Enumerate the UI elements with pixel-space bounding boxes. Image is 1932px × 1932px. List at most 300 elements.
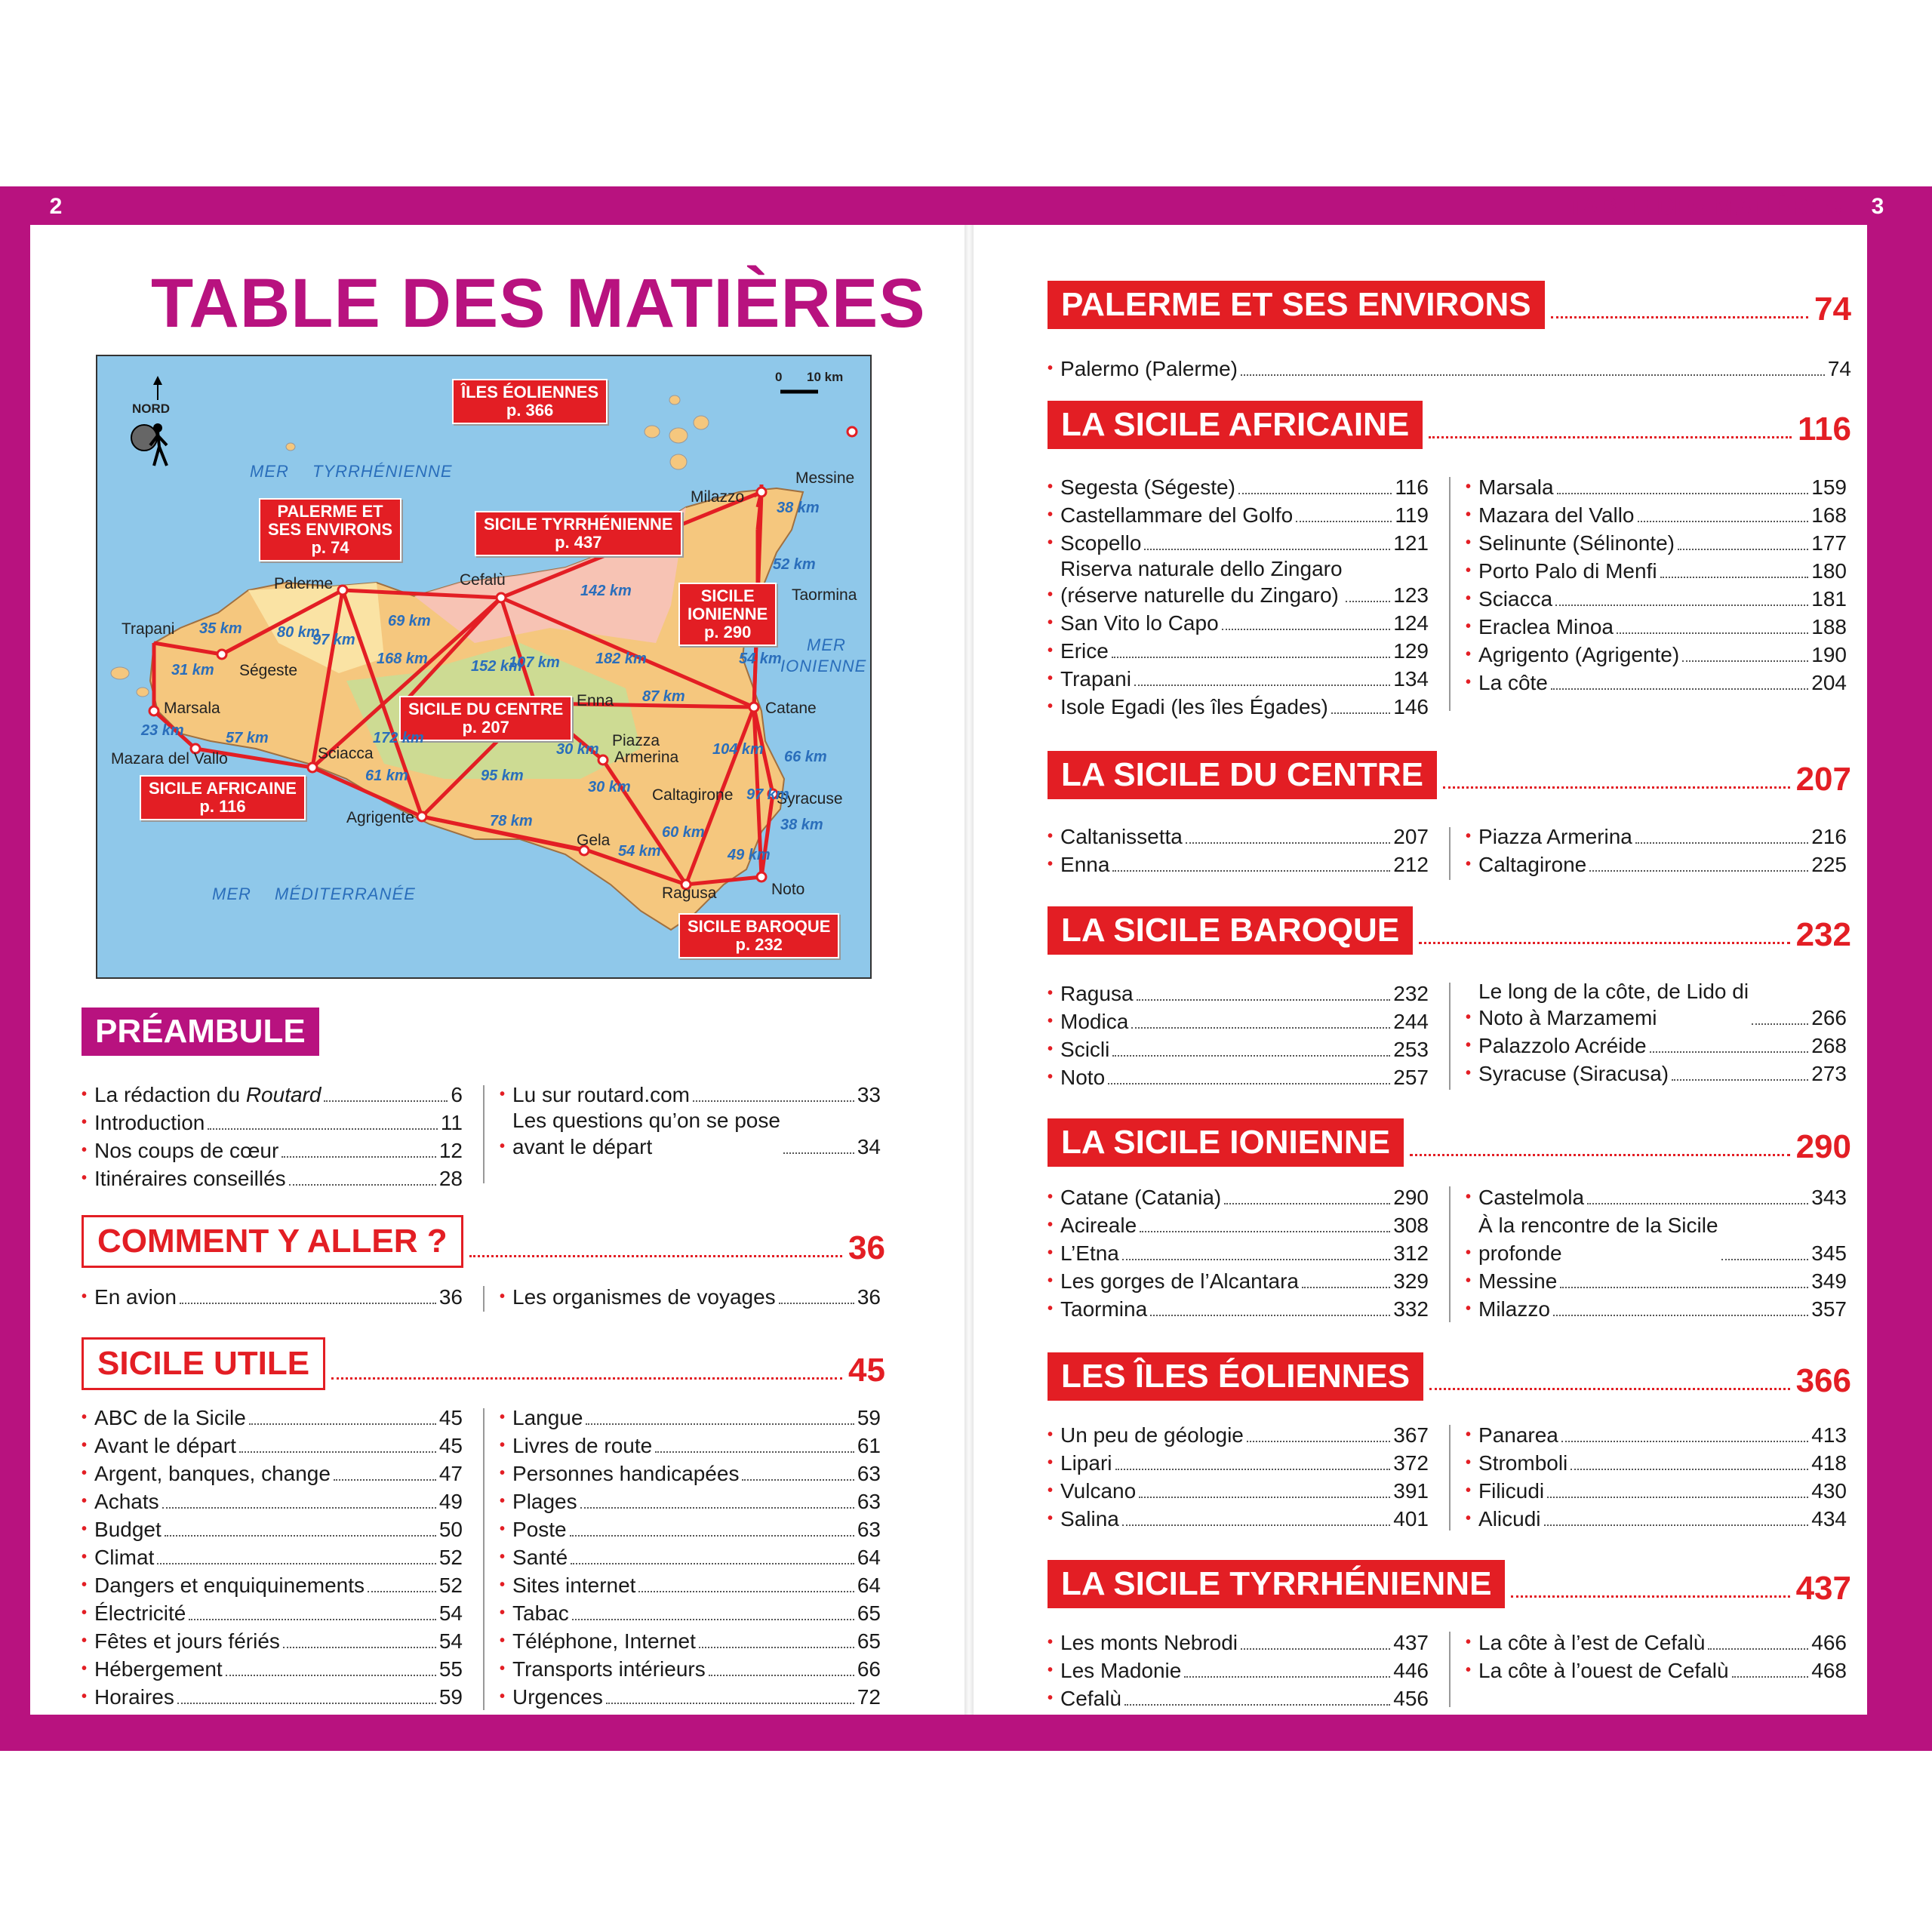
entry-title: Personnes handicapées	[512, 1462, 740, 1485]
entry-title: Cefalù	[1060, 1687, 1121, 1710]
dot-leader	[334, 1479, 436, 1481]
toc-entry[interactable]: • À la rencontre de la Sicile profonde 345	[1466, 1211, 1847, 1267]
section-tyrrhenienne[interactable]	[1048, 1560, 1851, 1608]
toc-entry[interactable]: • Le long de la côte, de Lido di Noto à Marzamemi 266	[1466, 980, 1847, 1032]
toc-entry[interactable]	[1048, 1211, 1429, 1239]
distance-label: 38 km	[780, 817, 823, 833]
toc-entry[interactable]	[82, 1543, 463, 1571]
bullet: •	[82, 1465, 88, 1481]
town-label: Sciacca	[318, 745, 374, 762]
region-label-eoliennes[interactable]	[452, 379, 608, 424]
toc-entry[interactable]: • Milazzo 357	[1466, 1295, 1847, 1323]
bullet: •	[1048, 534, 1054, 551]
entry-title: Hébergement	[94, 1657, 223, 1681]
toc-entry[interactable]	[1048, 1629, 1429, 1657]
section-page: 232	[1795, 916, 1851, 953]
region-name: SICILE TYRRHÉNIENNE	[484, 515, 673, 534]
dot-leader	[693, 1100, 854, 1102]
entry-page: 468	[1811, 1659, 1847, 1682]
bullet: •	[1048, 506, 1054, 523]
region-page: p. 232	[735, 935, 783, 954]
toc-entry[interactable]	[1466, 669, 1847, 697]
bullet: •	[82, 1142, 88, 1158]
island-shape	[645, 426, 660, 438]
toc-entry[interactable]: • Les questions qu’on se pose avant le départ 34	[500, 1109, 881, 1161]
toc-entry[interactable]	[1048, 1421, 1429, 1449]
dot-leader	[580, 1507, 854, 1509]
toc-entry[interactable]: • Isole Egadi (les îles Égades) 146	[1048, 693, 1429, 721]
section-centre[interactable]	[1048, 751, 1851, 799]
sea-label: MER	[807, 635, 846, 654]
centre-col1	[1048, 823, 1429, 878]
bullet: •	[500, 1632, 506, 1649]
preambule-col1	[82, 1081, 463, 1192]
entry-page: 65	[857, 1601, 881, 1625]
toc-entry[interactable]: • Scopello 121	[1048, 529, 1429, 557]
bullet: •	[500, 1549, 506, 1565]
toc-entry[interactable]	[1048, 980, 1429, 1008]
toc-entry[interactable]	[1466, 823, 1847, 851]
toc-entry[interactable]	[1466, 473, 1847, 501]
entry-title: Mazara del Vallo	[1478, 503, 1635, 527]
dot-leader	[208, 1128, 438, 1130]
toc-entry[interactable]: • Introduction 11	[82, 1109, 463, 1137]
town-dot	[338, 586, 347, 595]
toc-entry[interactable]	[1048, 1657, 1429, 1684]
entry-page: 437	[1393, 1631, 1429, 1654]
town-label: Piazza	[612, 732, 660, 749]
bullet: •	[1048, 614, 1054, 631]
town-dot	[217, 650, 226, 659]
region-label-baroque[interactable]	[678, 913, 839, 958]
section-title: LA SICILE BAROQUE	[1048, 906, 1413, 955]
bullet: •	[1466, 1510, 1472, 1527]
toc-entry[interactable]: • Palazzolo Acréide 268	[1466, 1032, 1847, 1060]
bullet: •	[1466, 562, 1472, 579]
bullet: •	[1466, 674, 1472, 691]
toc-entry[interactable]: • Messine 349	[1466, 1267, 1847, 1295]
dot-leader	[1560, 1287, 1808, 1288]
entry-title: Les monts Nebrodi	[1060, 1631, 1238, 1654]
town-label: Ségeste	[239, 662, 298, 679]
entry-title: Panarea	[1478, 1423, 1558, 1447]
bullet: •	[1048, 1272, 1054, 1289]
entry-title: Vulcano	[1060, 1479, 1137, 1503]
toc-entry[interactable]: • Itinéraires conseillés 28	[82, 1164, 463, 1192]
entry-page: 59	[857, 1406, 881, 1429]
bullet: •	[1048, 828, 1054, 844]
dot-leader	[570, 1535, 854, 1537]
dot-leader	[162, 1507, 436, 1509]
bullet: •	[1466, 1426, 1472, 1443]
toc-entry[interactable]: • Palermo (Palerme) 74	[1048, 355, 1851, 383]
section-title: SICILE UTILE	[82, 1337, 325, 1390]
toc-entry[interactable]	[82, 1655, 463, 1683]
sea-label: MÉDITERRANÉE	[275, 884, 416, 903]
sea-label: IONIENNE	[780, 657, 867, 675]
toc-entry[interactable]	[1048, 1063, 1429, 1091]
column-divider	[1449, 1425, 1451, 1531]
dot-leader	[1241, 1648, 1390, 1650]
region-page: p. 74	[311, 538, 349, 557]
distance-label: 30 km	[556, 741, 599, 758]
entry-page: 225	[1811, 853, 1847, 876]
region-label-tyrrhenienne[interactable]	[475, 511, 682, 556]
town-dot	[749, 703, 758, 712]
section-ionienne[interactable]	[1048, 1118, 1851, 1167]
entry-title: Alicudi	[1478, 1507, 1541, 1531]
dot-leader	[1108, 1083, 1390, 1084]
dot-leader	[1140, 1231, 1390, 1232]
entry-page: 212	[1393, 853, 1429, 876]
toc-entry[interactable]: • Trapani 134	[1048, 665, 1429, 693]
tyrrhenienne-col1	[1048, 1629, 1429, 1712]
town-dot	[417, 812, 426, 821]
entry-title: Plages	[512, 1490, 577, 1513]
toc-entry[interactable]	[82, 1515, 463, 1543]
toc-entry[interactable]	[500, 1543, 881, 1571]
dot-leader	[1331, 712, 1390, 714]
toc-entry[interactable]	[1466, 1629, 1847, 1657]
entry-page: 253	[1393, 1038, 1429, 1061]
entry-page: 232	[1393, 982, 1429, 1005]
toc-entry[interactable]	[500, 1487, 881, 1515]
dot-leader	[1678, 549, 1808, 550]
dot-leader	[157, 1563, 435, 1564]
section-palerme[interactable]	[1048, 281, 1851, 329]
region-name: SES ENVIRONS	[268, 520, 393, 539]
toc-entry[interactable]: • Castelmola 343	[1466, 1183, 1847, 1211]
entry-page: 52	[438, 1574, 463, 1597]
dot-leader	[331, 1377, 842, 1380]
entry-title: Un peu de géologie	[1060, 1423, 1244, 1447]
entry-title: Transports intérieurs	[512, 1657, 706, 1681]
toc-entry[interactable]: • La rédaction du Routard 6	[82, 1081, 463, 1109]
distance-label: 104 km	[712, 741, 764, 758]
section-baroque[interactable]	[1048, 906, 1851, 955]
bullet: •	[500, 1409, 506, 1426]
section-page: 74	[1814, 291, 1851, 328]
region-label-centre[interactable]	[399, 696, 572, 741]
toc-entry[interactable]: • Lu sur routard.com 33	[500, 1081, 881, 1109]
section-preambule[interactable]	[82, 1008, 319, 1056]
bullet: •	[1466, 506, 1472, 523]
toc-entry[interactable]: • Nos coups de cœur 12	[82, 1137, 463, 1164]
bullet: •	[82, 1288, 88, 1305]
toc-entry[interactable]: • Erice 129	[1048, 637, 1429, 665]
region-page: p. 366	[506, 401, 554, 420]
toc-entry[interactable]	[1048, 1684, 1429, 1712]
dot-leader	[1186, 842, 1390, 844]
entry-title: Sciacca	[1478, 587, 1553, 611]
section-comment[interactable]	[82, 1215, 885, 1268]
bullet: •	[1466, 856, 1472, 872]
entry-title: Horaires	[94, 1685, 174, 1709]
entry-title: Enna	[1060, 853, 1110, 876]
bullet: •	[500, 1288, 506, 1305]
entry-title: Climat	[94, 1546, 155, 1569]
dot-leader	[1547, 1497, 1808, 1498]
section-eoliennes[interactable]	[1048, 1352, 1851, 1401]
bullet: •	[500, 1138, 506, 1155]
town-dot	[757, 488, 766, 497]
town-label: Noto	[771, 881, 805, 898]
island-shape	[669, 395, 680, 405]
dot-leader	[1224, 1203, 1390, 1204]
dot-leader	[1511, 1595, 1789, 1598]
toc-entry[interactable]	[500, 1683, 881, 1711]
toc-entry[interactable]	[1466, 585, 1847, 613]
entry-page: 207	[1393, 825, 1429, 848]
entry-title: Stromboli	[1478, 1451, 1568, 1475]
dot-leader	[1238, 493, 1392, 494]
dot-leader	[1241, 374, 1825, 376]
toc-entry[interactable]	[500, 1404, 881, 1432]
entry-title: Caltagirone	[1478, 853, 1587, 876]
toc-entry[interactable]	[82, 1627, 463, 1655]
toc-entry[interactable]	[82, 1683, 463, 1711]
entry-title: La côte	[1478, 671, 1548, 694]
entry-page: 180	[1811, 559, 1847, 583]
bullet: •	[1466, 1634, 1472, 1651]
toc-entry[interactable]	[1466, 1421, 1847, 1449]
distance-label: 54 km	[739, 651, 782, 667]
dot-leader	[1551, 316, 1808, 318]
dot-leader	[1131, 1027, 1390, 1029]
column-divider	[1449, 1632, 1451, 1707]
bullet: •	[1048, 1244, 1054, 1261]
entry-page: 372	[1393, 1451, 1429, 1475]
section-title: PALERME ET SES ENVIRONS	[1048, 281, 1545, 329]
toc-entry[interactable]: • En avion 36	[82, 1283, 463, 1311]
toc-entry[interactable]: • San Vito lo Capo 124	[1048, 609, 1429, 637]
distance-label: 69 km	[388, 613, 431, 629]
entry-page: 466	[1811, 1631, 1847, 1654]
toc-entry[interactable]	[1048, 1008, 1429, 1035]
distance-label: 152 km	[471, 658, 522, 675]
town-dot	[598, 755, 608, 764]
toc-entry[interactable]	[1466, 1477, 1847, 1505]
toc-entry[interactable]	[1466, 1657, 1847, 1684]
sea-label: MER	[250, 462, 289, 481]
distance-label: 31 km	[171, 662, 214, 678]
toc-entry[interactable]	[82, 1460, 463, 1487]
toc-entry[interactable]	[82, 1432, 463, 1460]
town-label: Agrigente	[346, 809, 414, 826]
region-label-ionienne[interactable]	[678, 583, 777, 646]
section-page: 207	[1795, 761, 1851, 798]
entry-title: Santé	[512, 1546, 568, 1569]
region-name: SICILE	[700, 586, 755, 605]
toc-entry[interactable]	[1048, 1449, 1429, 1477]
town-label: Caltagirone	[652, 786, 734, 804]
entry-title: Catane (Catania)	[1060, 1186, 1222, 1209]
toc-entry[interactable]	[1466, 851, 1847, 878]
entry-page: 446	[1393, 1659, 1429, 1682]
bullet: •	[1466, 590, 1472, 607]
entry-page: 63	[857, 1490, 881, 1513]
dot-leader	[779, 1303, 854, 1304]
toc-entry[interactable]	[500, 1460, 881, 1487]
entry-page: 188	[1811, 615, 1847, 638]
toc-entry[interactable]: • Syracuse (Siracusa) 273	[1466, 1060, 1847, 1088]
toc-entry[interactable]	[500, 1432, 881, 1460]
dot-leader	[572, 1619, 854, 1620]
section-africaine[interactable]	[1048, 401, 1851, 449]
toc-entry[interactable]	[1048, 1267, 1429, 1295]
dot-leader	[1635, 842, 1808, 844]
palerme-col1	[1048, 355, 1851, 383]
toc-entry[interactable]	[500, 1571, 881, 1599]
entry-page: 434	[1811, 1507, 1847, 1531]
distance-label: 78 km	[490, 813, 533, 829]
toc-entry[interactable]	[500, 1599, 881, 1627]
dot-leader	[1137, 999, 1391, 1001]
toc-entry[interactable]	[1048, 1477, 1429, 1505]
entry-title: La côte à l’est de Cefalù	[1478, 1631, 1706, 1654]
bullet: •	[1048, 1634, 1054, 1651]
toc-entry[interactable]	[1466, 1505, 1847, 1533]
bullet: •	[82, 1604, 88, 1621]
eoliennes-col1	[1048, 1421, 1429, 1533]
entry-page: 418	[1811, 1451, 1847, 1475]
toc-entry[interactable]: • Castellammare del Golfo 119	[1048, 501, 1429, 529]
entry-page: 312	[1393, 1241, 1429, 1265]
dot-leader	[1429, 436, 1792, 438]
entry-title: Avant le départ	[94, 1434, 236, 1457]
bullet: •	[500, 1604, 506, 1621]
preambule-col2	[500, 1081, 881, 1161]
toc-entry[interactable]	[1048, 851, 1429, 878]
distance-label: 60 km	[662, 824, 705, 841]
toc-entry[interactable]	[1466, 641, 1847, 669]
dot-leader	[1561, 1441, 1808, 1442]
bullet: •	[1466, 1009, 1472, 1026]
toc-entry[interactable]	[500, 1655, 881, 1683]
toc-entry[interactable]	[82, 1487, 463, 1515]
scale-ten: 10 km	[807, 370, 844, 384]
toc-entry[interactable]: • Segesta (Ségeste) 116	[1048, 473, 1429, 501]
bullet: •	[1048, 1426, 1054, 1443]
region-name: PALERME ET	[277, 502, 383, 521]
entry-title: Porto Palo di Menfi	[1478, 559, 1657, 583]
toc-entry[interactable]	[82, 1599, 463, 1627]
bullet: •	[1466, 478, 1472, 495]
dot-leader	[1112, 657, 1390, 658]
toc-entry[interactable]	[82, 1571, 463, 1599]
dot-leader	[1419, 942, 1789, 944]
bullet: •	[500, 1577, 506, 1593]
column-divider	[1449, 827, 1451, 880]
toc-entry[interactable]	[1048, 1505, 1429, 1533]
entry-page: 430	[1811, 1479, 1847, 1503]
dot-leader	[1139, 1497, 1390, 1498]
toc-entry[interactable]	[1466, 529, 1847, 557]
bullet: •	[500, 1521, 506, 1537]
bullet: •	[1466, 618, 1472, 635]
entry-page: 308	[1393, 1214, 1429, 1237]
dot-leader	[1589, 870, 1808, 872]
dot-leader	[189, 1619, 435, 1620]
section-utile[interactable]	[82, 1337, 885, 1390]
section-title: LA SICILE AFRICAINE	[1048, 401, 1423, 449]
toc-entry[interactable]	[82, 1404, 463, 1432]
entry-page: 290	[1393, 1186, 1429, 1209]
bullet: •	[1048, 1189, 1054, 1205]
section-title: LA SICILE IONIENNE	[1048, 1118, 1404, 1167]
toc-entry[interactable]	[1048, 1183, 1429, 1211]
bullet: •	[82, 1549, 88, 1565]
entry-page: 61	[857, 1434, 881, 1457]
section-page: 116	[1798, 411, 1851, 448]
toc-entry[interactable]	[1466, 501, 1847, 529]
baroque-col2	[1466, 980, 1847, 1088]
island-shape	[111, 667, 129, 679]
entry-page: 59	[438, 1685, 463, 1709]
town-dot	[308, 763, 317, 772]
section-title: PRÉAMBULE	[82, 1008, 319, 1056]
africaine-col2	[1466, 473, 1847, 697]
dot-leader	[638, 1591, 854, 1592]
toc-entry[interactable]: • Riserva naturale dello Zingaro (réserve naturelle du Zingaro) 123	[1048, 557, 1429, 609]
bullet: •	[1048, 985, 1054, 1001]
utile-col2	[500, 1404, 881, 1711]
region-name: IONIENNE	[688, 605, 768, 623]
entry-title: Fêtes et jours fériés	[94, 1629, 280, 1653]
toc-entry[interactable]	[1048, 1295, 1429, 1323]
distance-label: 87 km	[642, 688, 685, 705]
running-title: TABLE DES MATIÈRES	[1568, 192, 1841, 220]
column-divider	[483, 1286, 485, 1312]
dot-leader	[1571, 1469, 1808, 1470]
toc-entry[interactable]	[1048, 1035, 1429, 1063]
toc-entry[interactable]	[500, 1627, 881, 1655]
toc-entry[interactable]	[500, 1515, 881, 1543]
toc-entry[interactable]	[1048, 823, 1429, 851]
globe-icon	[131, 425, 157, 451]
region-label-palerme[interactable]	[259, 498, 401, 561]
toc-entry[interactable]: • Les organismes de voyages 36	[500, 1283, 881, 1311]
toc-entry[interactable]	[1048, 1239, 1429, 1267]
toc-entry[interactable]	[1466, 557, 1847, 585]
toc-entry[interactable]	[1466, 1449, 1847, 1477]
dot-leader	[1721, 1259, 1809, 1260]
entry-page: 55	[438, 1657, 463, 1681]
column-divider	[483, 1408, 485, 1710]
dot-leader	[709, 1675, 854, 1676]
region-page: p. 290	[703, 623, 752, 641]
dot-leader	[1112, 870, 1390, 872]
entry-page: 54	[438, 1601, 463, 1625]
region-label-africaine[interactable]	[140, 775, 306, 820]
dot-leader	[783, 1152, 854, 1154]
toc-entry[interactable]	[1466, 613, 1847, 641]
entry-title: Achats	[94, 1490, 159, 1513]
dot-leader	[249, 1423, 436, 1425]
section-page: 45	[848, 1352, 885, 1389]
dot-leader	[1112, 1055, 1390, 1057]
entry-page: 391	[1393, 1479, 1429, 1503]
column-divider	[1449, 477, 1451, 711]
comment-col2	[500, 1283, 881, 1311]
sicily-map	[96, 355, 872, 979]
entry-page: 190	[1811, 643, 1847, 666]
bullet: •	[1466, 1272, 1472, 1289]
dot-leader	[1708, 1648, 1808, 1650]
entry-title: Argent, banques, change	[94, 1462, 331, 1485]
entry-page: 66	[857, 1657, 881, 1681]
bullet: •	[500, 1086, 506, 1103]
